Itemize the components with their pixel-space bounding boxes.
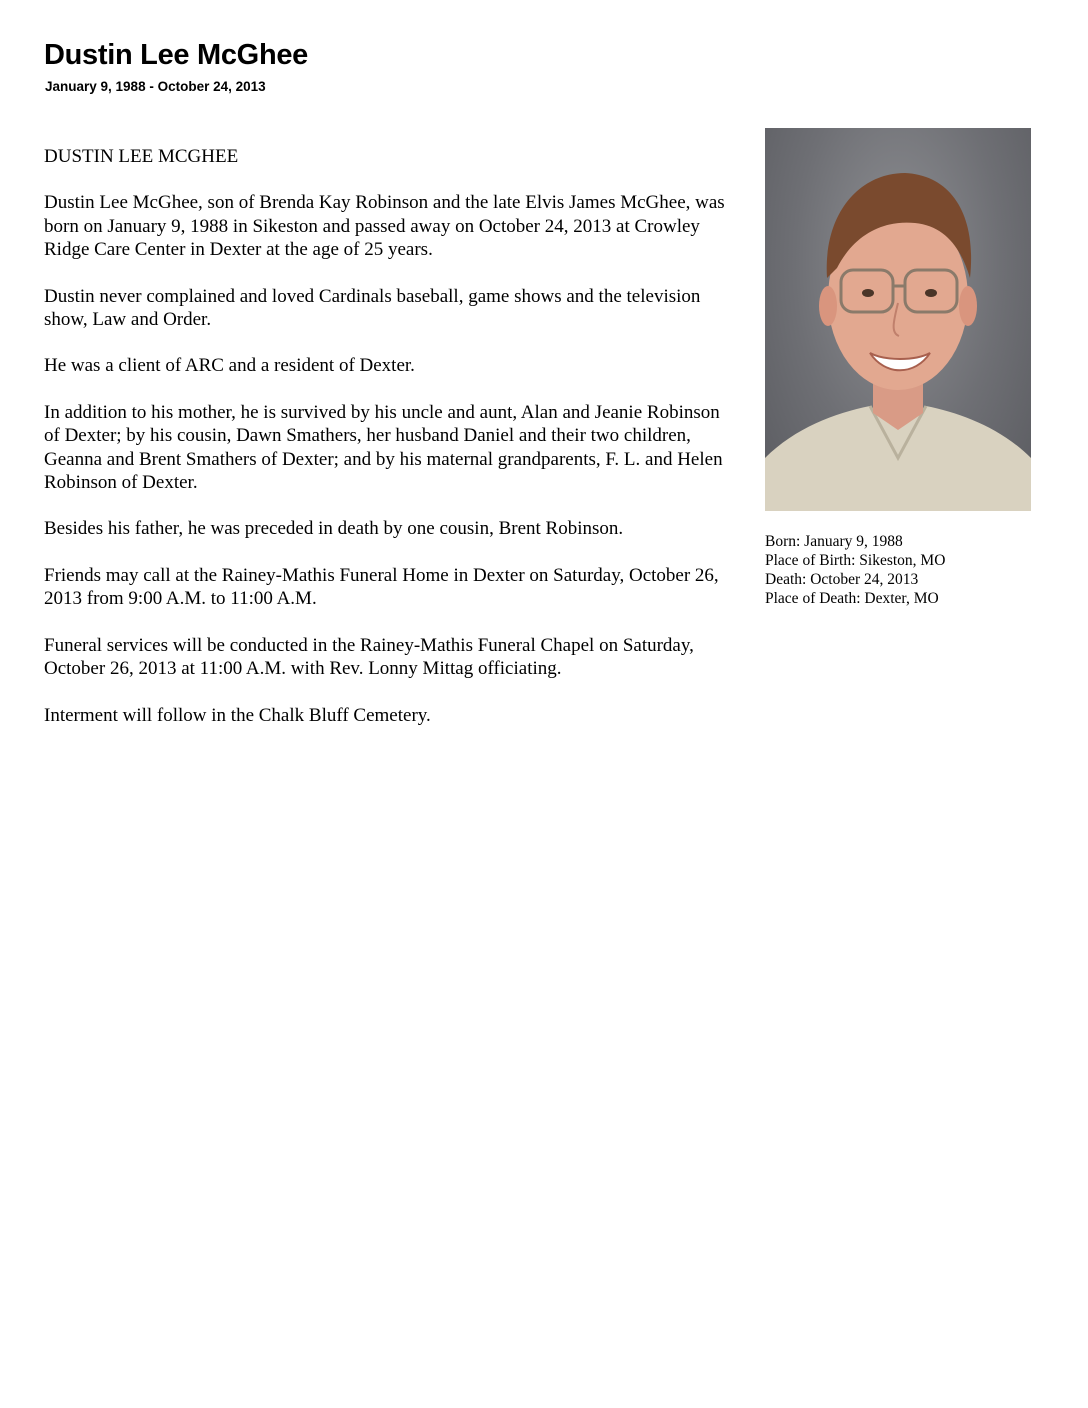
obituary-paragraph-visitation: Friends may call at the Rainey-Mathis Funeral Home in Dexter on Saturday, October 26, 2013 from 9:00 A.M. to 11:00 A.M. (44, 564, 719, 610)
obituary-paragraph-birth: Dustin Lee McGhee, son of Brenda Kay Robinson and the late Elvis James McGhee, was born on January 9, 1988 in Sikeston and passed away on October 24, 2013 at Crowley Ridge Care Center in Dexter at the age of 25 years. (44, 192, 725, 261)
fact-born: Born: January 9, 1988 (765, 533, 903, 550)
portrait-illustration (765, 128, 1031, 511)
fact-place-of-death: Place of Death: Dexter, MO (765, 590, 939, 607)
obituary-paragraph-survivors: In addition to his mother, he is survived by his uncle and aunt, Alan and Jeanie Robinson of Dexter; by his cousin, Dawn Smathers, her husband Daniel and their two children, Geanna and Brent Smathers of Dexter; and by his maternal grandparents, F. L. and Helen Robinson of Dexter. (44, 401, 723, 494)
fact-death: Death: October 24, 2013 (765, 571, 919, 588)
life-dates: January 9, 1988 - October 24, 2013 (45, 79, 266, 94)
obituary-heading: DUSTIN LEE MCGHEE (44, 146, 239, 167)
obituary-paragraph-interment: Interment will follow in the Chalk Bluff Cemetery. (44, 704, 431, 726)
obituary-paragraph-interests: Dustin never complained and loved Cardinals baseball, game shows and the television show, Law and Order. (44, 285, 701, 331)
obituary-paragraph-services: Funeral services will be conducted in the Rainey-Mathis Funeral Chapel on Saturday, October 26, 2013 at 11:00 A.M. with Rev. Lonny Mittag officiating. (44, 634, 694, 680)
portrait-photo (765, 128, 1031, 511)
page-title: Dustin Lee McGhee (44, 39, 309, 71)
obituary-paragraph-preceded: Besides his father, he was preceded in death by one cousin, Brent Robinson. (44, 518, 624, 540)
fact-place-of-birth: Place of Birth: Sikeston, MO (765, 552, 946, 569)
obituary-paragraph-residence: He was a client of ARC and a resident of Dexter. (44, 355, 415, 377)
obituary-text (44, 145, 734, 750)
vital-facts (765, 532, 945, 608)
